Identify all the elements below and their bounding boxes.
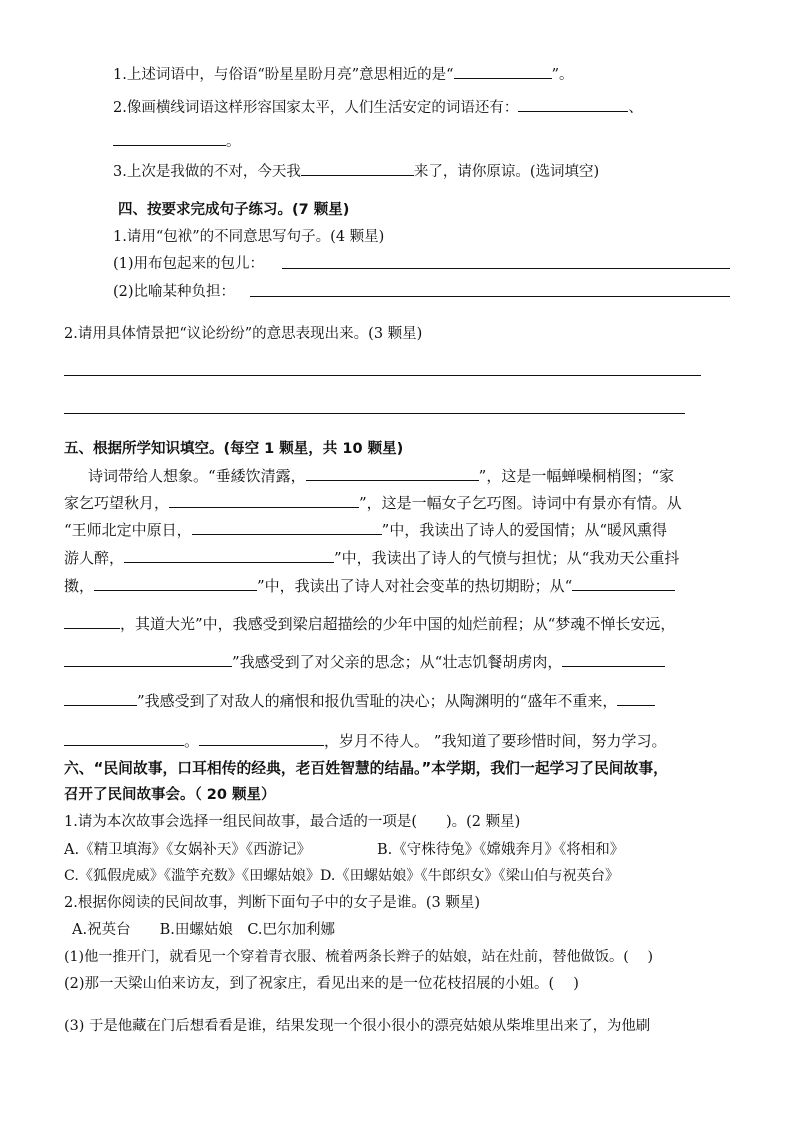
sec3-q3-text-b: 来了，请你原谅。(选词填空) <box>413 164 600 180</box>
sec4-q1-1 <box>113 254 264 274</box>
sec5-blank-6a[interactable] <box>572 576 675 591</box>
sec4-q1-2-label: (2)比喻某种负担： <box>113 284 236 300</box>
sec5-line-1-text-b: ”，这是一幅蝉噪桐梢图；“家 <box>478 467 675 485</box>
sec5-line-5-text-b: ”中，我读出了诗人对社会变革的热切期盼；从“ <box>257 577 573 595</box>
sec5-line-3-text-b: ”中，我读出了诗人的爱国情；从“暖风熏得 <box>381 521 668 539</box>
sec5-blank-6b[interactable] <box>64 614 120 629</box>
sec5-line-6-text: ，其道大光”中，我感受到梁启超描绘的少年中国的灿烂前程；从“梦魂不惮长安远， <box>120 615 676 633</box>
sec5-blank-9b[interactable] <box>64 731 184 746</box>
sec3-q3-blank[interactable] <box>301 161 414 176</box>
sec5-line-3 <box>64 520 667 540</box>
sec3-q2-text-c: 。 <box>226 134 241 150</box>
sec5-line-2 <box>64 493 682 513</box>
sec5-blank-2[interactable] <box>169 493 359 508</box>
sec6-sentence-3: (3) 于是他藏在门后想看看是谁，结果发现一个很小很小的漂亮姑娘从柴堆里出来了，为他刷 <box>64 1018 651 1034</box>
sec4-q1-1-label: (1)用布包起来的包儿： <box>113 256 265 272</box>
sec3-q2-blank-1[interactable] <box>518 97 628 112</box>
sec5-line-7-text: ”我感受到了对父亲的思念；从“壮志饥餐胡虏肉， <box>232 653 563 671</box>
sec3-q2-cont <box>113 131 241 152</box>
sec5-line-6 <box>64 614 675 634</box>
sec4-q1-2 <box>113 282 235 302</box>
sec5-line-8-text: ”我感受到了对敌人的痛恨和报仇雪耻的决心；从陶渊明的“盛年不重来， <box>137 692 618 710</box>
sec4-title: 四、按要求完成句子练习。(7 颗星) <box>118 202 350 218</box>
sec5-line-9 <box>64 731 666 751</box>
sec5-line-9-text-c: ，岁月不待人。 ”我知道了要珍惜时间，努力学习。 <box>324 732 667 750</box>
sec3-q1-text-a: 1.上述词语中，与俗语“盼星星盼月亮”意思相近的是“ <box>113 67 454 83</box>
sec6-sentence-2: (2)那一天梁山伯来访友，到了祝家庄，看见出来的是一位花枝招展的小姐。( ) <box>64 976 579 992</box>
sec6-title-line-1: 六、“民间故事，口耳相传的经典，老百姓智慧的结晶。”本学期，我们一起学习了民间故事， <box>64 760 668 777</box>
sec5-line-5 <box>64 576 675 596</box>
sec6-choices: A.祝英台 B.田螺姑娘 C.巴尔加利娜 <box>72 922 336 938</box>
sec4-q1: 1.请用“包袱”的不同意思写句子。(4 颗星) <box>113 229 385 245</box>
sec5-line-2-text-a: 家乞巧望秋月， <box>64 494 170 512</box>
sec5-line-2-text-b: ”，这是一幅女子乞巧图。诗词中有景亦有情。从 <box>359 494 682 512</box>
sec4-q2-line-2[interactable] <box>64 413 685 414</box>
sec3-q3 <box>113 161 599 182</box>
sec5-blank-9a[interactable] <box>617 691 655 706</box>
sec5-blank-8b[interactable] <box>64 691 137 706</box>
sec5-blank-7[interactable] <box>64 652 232 667</box>
sec4-q1-1-line[interactable] <box>282 268 730 269</box>
sec5-blank-10[interactable] <box>199 731 324 746</box>
sec4-q2-line-1[interactable] <box>64 375 701 376</box>
sec6-sentence-1: (1)他一推开门，就看见一个穿着青衣服、梳着两条长辫子的姑娘，站在灶前，替他做饭。( ) <box>64 949 653 965</box>
sec4-q1-2-line[interactable] <box>250 296 730 297</box>
sec3-q1 <box>113 64 574 85</box>
sec6-option-a[interactable]: A.《精卫填海》《女娲补天》《西游记》 <box>64 842 312 858</box>
sec5-blank-5[interactable] <box>94 576 257 591</box>
sec5-line-4-text-a: 游人醉， <box>64 549 125 567</box>
sec3-q2-text-b: 、 <box>628 100 643 116</box>
sec3-q2-blank-2[interactable] <box>113 131 226 146</box>
sec6-q1: 1.请为本次故事会选择一组民间故事，最合适的一项是( )。(2 颗星) <box>64 814 521 830</box>
sec5-blank-8a[interactable] <box>562 652 665 667</box>
sec4-q2: 2.请用具体情景把“议论纷纷”的意思表现出来。(3 颗星) <box>64 326 423 342</box>
sec3-q2 <box>113 97 643 118</box>
sec6-option-cd[interactable]: C.《狐假虎威》《滥竽充数》《田螺姑娘》D.《田螺姑娘》《牛郎织女》《梁山伯与祝英台》 <box>64 868 620 884</box>
sec5-blank-4[interactable] <box>124 548 334 563</box>
sec6-title-line-2: 召开了民间故事会。（ 20 颗星） <box>64 787 276 803</box>
sec3-q3-text-a: 3.上次是我做的不对，今天我 <box>113 164 301 180</box>
sec5-blank-3[interactable] <box>192 520 382 535</box>
sec5-line-4 <box>64 548 679 568</box>
sec5-line-3-text-a: “王师北定中原日， <box>64 521 192 539</box>
sec6-q2: 2.根据你阅读的民间故事，判断下面句子中的女子是谁。(3 颗星) <box>64 895 480 911</box>
sec5-line-8 <box>64 691 655 711</box>
sec3-q2-text-a: 2.像画横线词语这样形容国家太平，人们生活安定的词语还有： <box>113 100 519 116</box>
sec3-q1-text-b: ”。 <box>551 67 574 83</box>
sec5-line-1-text-a: 诗词带给人想象。“垂緌饮清露， <box>88 467 306 485</box>
sec3-q1-blank[interactable] <box>454 64 552 79</box>
sec5-title: 五、根据所学知识填空。(每空 1 颗星，共 10 颗星) <box>64 441 404 457</box>
sec5-line-7 <box>64 652 665 672</box>
sec6-option-b[interactable]: B.《守株待兔》《嫦娥奔月》《将相和》 <box>377 842 625 858</box>
sec5-blank-1[interactable] <box>306 466 479 481</box>
sec5-line-4-text-b: ”中，我读出了诗人的气愤与担忧；从“我劝天公重抖 <box>334 549 680 567</box>
sec5-line-5-text-a: 擞， <box>64 577 95 595</box>
sec5-line-1 <box>88 466 674 486</box>
sec5-line-9-text-b: 。 <box>184 732 200 750</box>
